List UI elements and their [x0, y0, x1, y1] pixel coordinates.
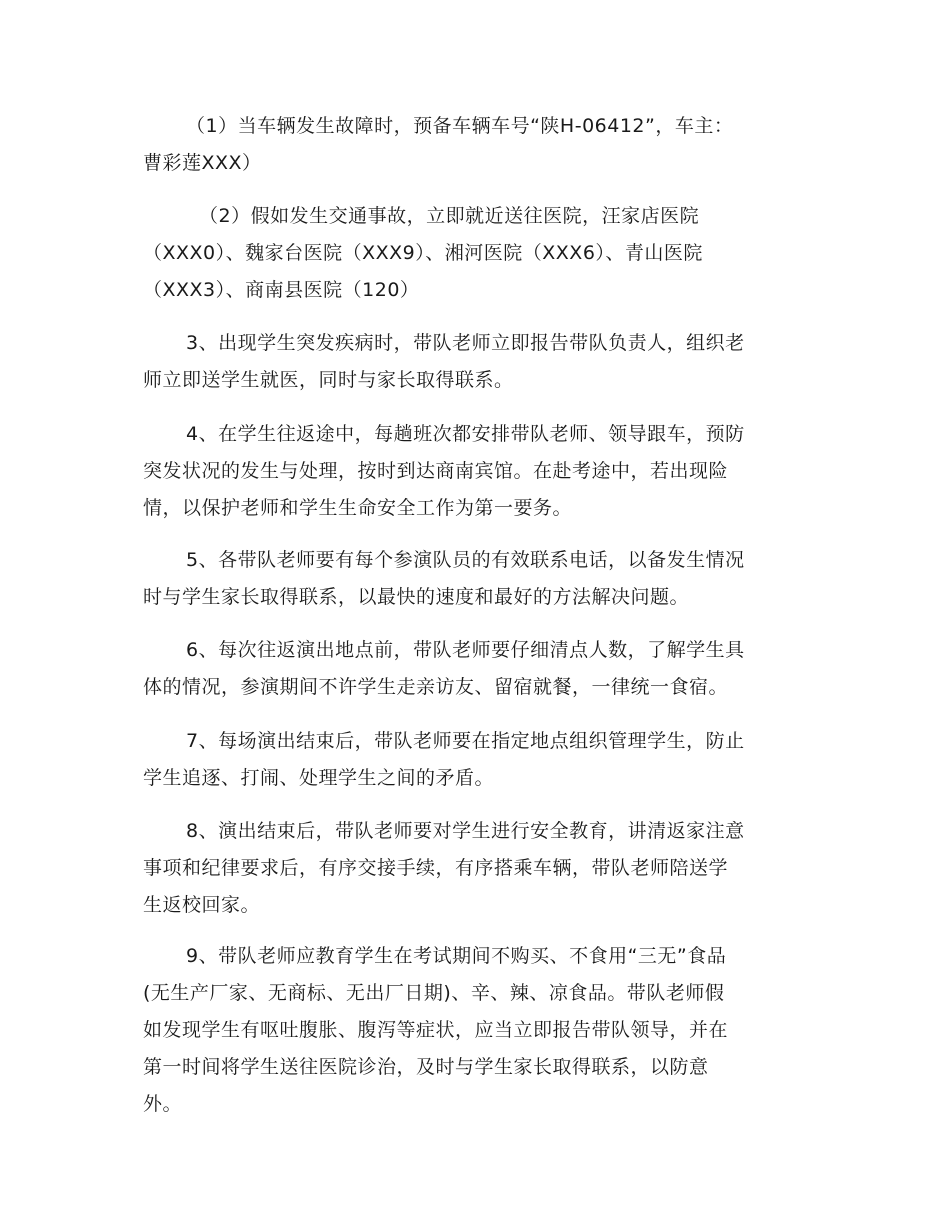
text-line: 事项和纪律要求后，有序交接手续，有序搭乘车辆，带队老师陪送学 [143, 857, 729, 879]
paragraph-item-5 [143, 542, 808, 616]
text-line: 9、带队老师应教育学生在考试期间不购买、不食用“三无”食品 [186, 945, 727, 967]
text-line: 情，以保护老师和学生生命安全工作为第一要务。 [143, 497, 573, 519]
text-line: 体的情况，参演期间不许学生走亲访友、留宿就餐，一律统一食宿。 [143, 676, 729, 698]
text-line: 8、演出结束后，带队老师要对学生进行安全教育，讲清返家注意 [186, 820, 745, 842]
paragraph-item-7 [143, 723, 808, 797]
text-line: 6、每次往返演出地点前，带队老师要仔细清点人数，了解学生具 [186, 639, 745, 661]
text-line: 如发现学生有呕吐腹胀、腹泻等症状，应当立即报告带队领导，并在 [143, 1019, 729, 1041]
text-line: 4、在学生往返途中，每趟班次都安排带队老师、领导跟车，预防 [186, 423, 745, 445]
paragraph-traffic-accident [143, 198, 808, 309]
text-line: （XXX0）、魏家台医院（XXX9）、湘河医院（XXX6）、青山医院 [143, 242, 703, 264]
text-line: 外。 [143, 1093, 183, 1115]
text-line: 第一时间将学生送往医院诊治，及时与学生家长取得联系，以防意 [143, 1056, 709, 1078]
text-line: （1）当车辆发生故障时，预备车辆车号“陕H-06412”，车主： [186, 115, 734, 137]
paragraph-vehicle-backup [143, 108, 808, 182]
text-line: 学生追逐、打闹、处理学生之间的矛盾。 [143, 767, 495, 789]
paragraph-item-9 [143, 938, 808, 1123]
text-line: 时与学生家长取得联系，以最快的速度和最好的方法解决问题。 [143, 586, 690, 608]
text-line: （XXX3）、商南县医院（120） [143, 279, 420, 301]
paragraph-item-8 [143, 813, 808, 924]
text-line: 曹彩莲XXX） [143, 152, 262, 174]
text-line: 师立即送学生就医，同时与家长取得联系。 [143, 369, 514, 391]
text-line: (无生产厂家、无商标、无出厂日期)、辛、辣、凉食品。带队老师假 [143, 982, 725, 1004]
text-line: 生返校回家。 [143, 894, 261, 916]
text-line: 突发状况的发生与处理，按时到达商南宾馆。在赴考途中，若出现险 [143, 460, 729, 482]
text-line: （2）假如发生交通事故，立即就近送往医院，汪家店医院 [199, 205, 700, 227]
text-line: 3、出现学生突发疾病时，带队老师立即报告带队负责人，组织老 [186, 332, 745, 354]
text-line: 7、每场演出结束后，带队老师要在指定地点组织管理学生，防止 [186, 730, 745, 752]
text-line: 5、各带队老师要有每个参演队员的有效联系电话，以备发生情况 [186, 549, 745, 571]
paragraph-item-6 [143, 632, 808, 706]
paragraph-item-3 [143, 325, 808, 399]
paragraph-item-4 [143, 416, 808, 527]
